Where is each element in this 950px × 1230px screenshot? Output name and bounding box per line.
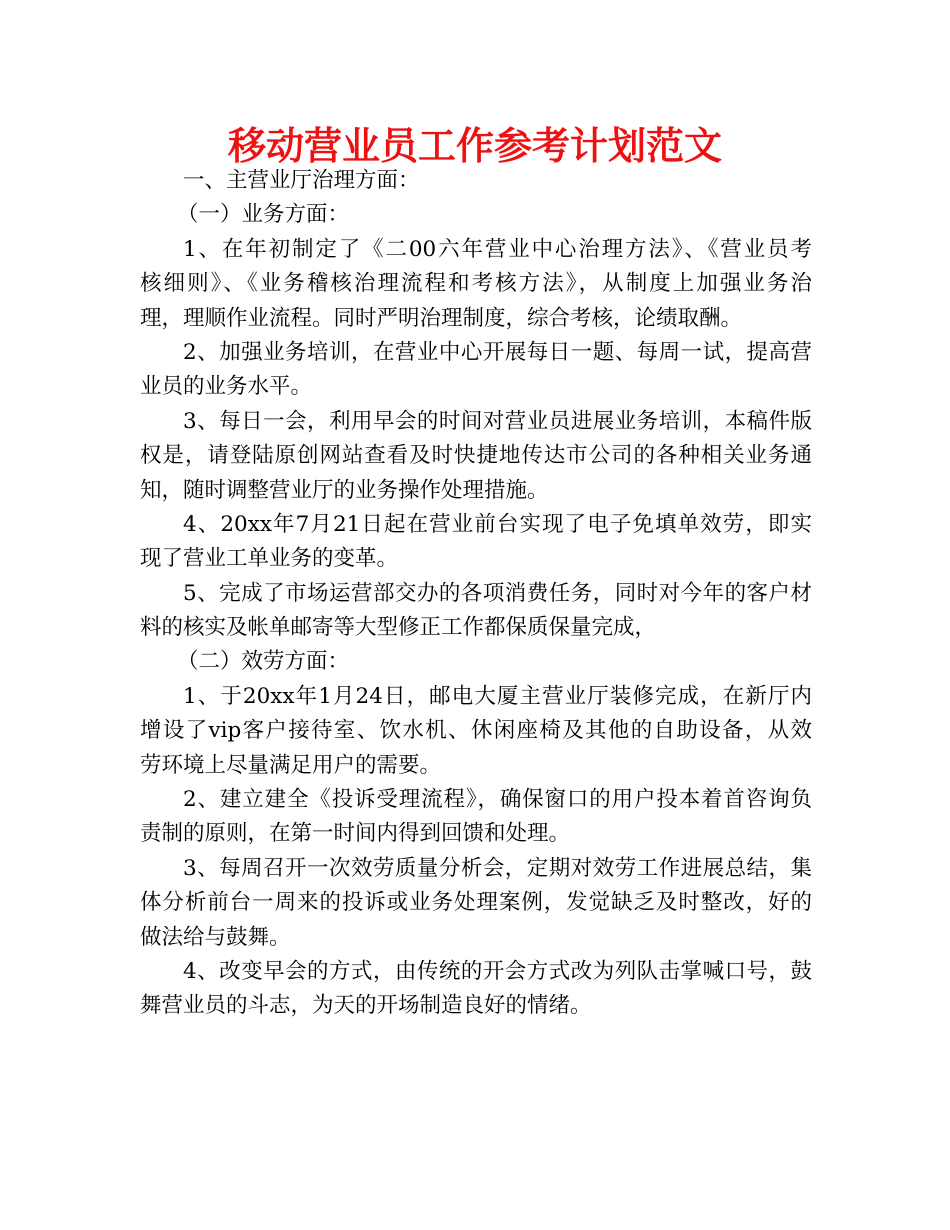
subsection-heading: （一）业务方面： xyxy=(177,202,350,228)
paragraph-line: 1、在年初制定了《二00六年营业中心治理方法》、《营业员考 xyxy=(183,236,812,262)
paragraph-line: 2、加强业务培训，在营业中心开展每日一题、每周一试，提高营 xyxy=(183,339,812,365)
subsection-heading: （二）效劳方面： xyxy=(177,649,350,675)
paragraph-line: 增设了vip客户接待室、饮水机、休闲座椅及其他的自助设备，从效 xyxy=(140,718,812,744)
paragraph-line: 劳环境上尽量满足用户的需要。 xyxy=(140,752,442,778)
paragraph-line: 核细则》、《业务稽核治理流程和考核方法》，从制度上加强业务治 xyxy=(140,271,812,297)
paragraph-line: 3、每周召开一次效劳质量分析会，定期对效劳工作进展总结，集 xyxy=(183,855,812,881)
paragraph-line: 业员的业务水平。 xyxy=(140,374,313,400)
paragraph-line: 5、完成了市场运营部交办的各项消费任务，同时对今年的客户材 xyxy=(183,580,812,606)
document-body xyxy=(140,164,812,1024)
paragraph-line: 4、改变早会的方式，由传统的开会方式改为列队击掌喊口号，鼓 xyxy=(183,958,812,984)
paragraph-line: 舞营业员的斗志，为天的开场制造良好的情绪。 xyxy=(140,993,592,1019)
paragraph-line: 4、20xx年7月21日起在营业前台实现了电子免填单效劳，即实 xyxy=(183,511,812,537)
paragraph-line: 责制的原则，在第一时间内得到回馈和处理。 xyxy=(140,821,571,847)
paragraph-line: 料的核实及帐单邮寄等大型修正工作都保质保量完成， xyxy=(140,615,657,641)
paragraph-line: 1、于20xx年1月24日，邮电大厦主营业厅装修完成，在新厅内 xyxy=(183,683,812,709)
paragraph-line: 现了营业工单业务的变革。 xyxy=(140,546,399,572)
paragraph-line: 3、每日一会，利用早会的时间对营业员进展业务培训，本稿件版 xyxy=(183,408,812,434)
paragraph-line: 权是，请登陆原创网站查看及时快捷地传达市公司的各种相关业务通 xyxy=(140,443,812,469)
paragraph-line: 做法给与鼓舞。 xyxy=(140,924,291,950)
document-title: 移动营业员工作参考计划范文 xyxy=(227,124,722,168)
paragraph-line: 知，随时调整营业厅的业务操作处理措施。 xyxy=(140,477,549,503)
paragraph-line: 理，理顺作业流程。同时严明治理制度，综合考核，论绩取酬。 xyxy=(140,305,743,331)
paragraph-line: 2、建立建全《投诉受理流程》，确保窗口的用户投本着首咨询负 xyxy=(183,787,812,813)
section-heading: 一、主营业厅治理方面： xyxy=(183,168,420,193)
paragraph-line: 体分析前台一周来的投诉或业务处理案例，发觉缺乏及时整改，好的 xyxy=(140,890,812,916)
